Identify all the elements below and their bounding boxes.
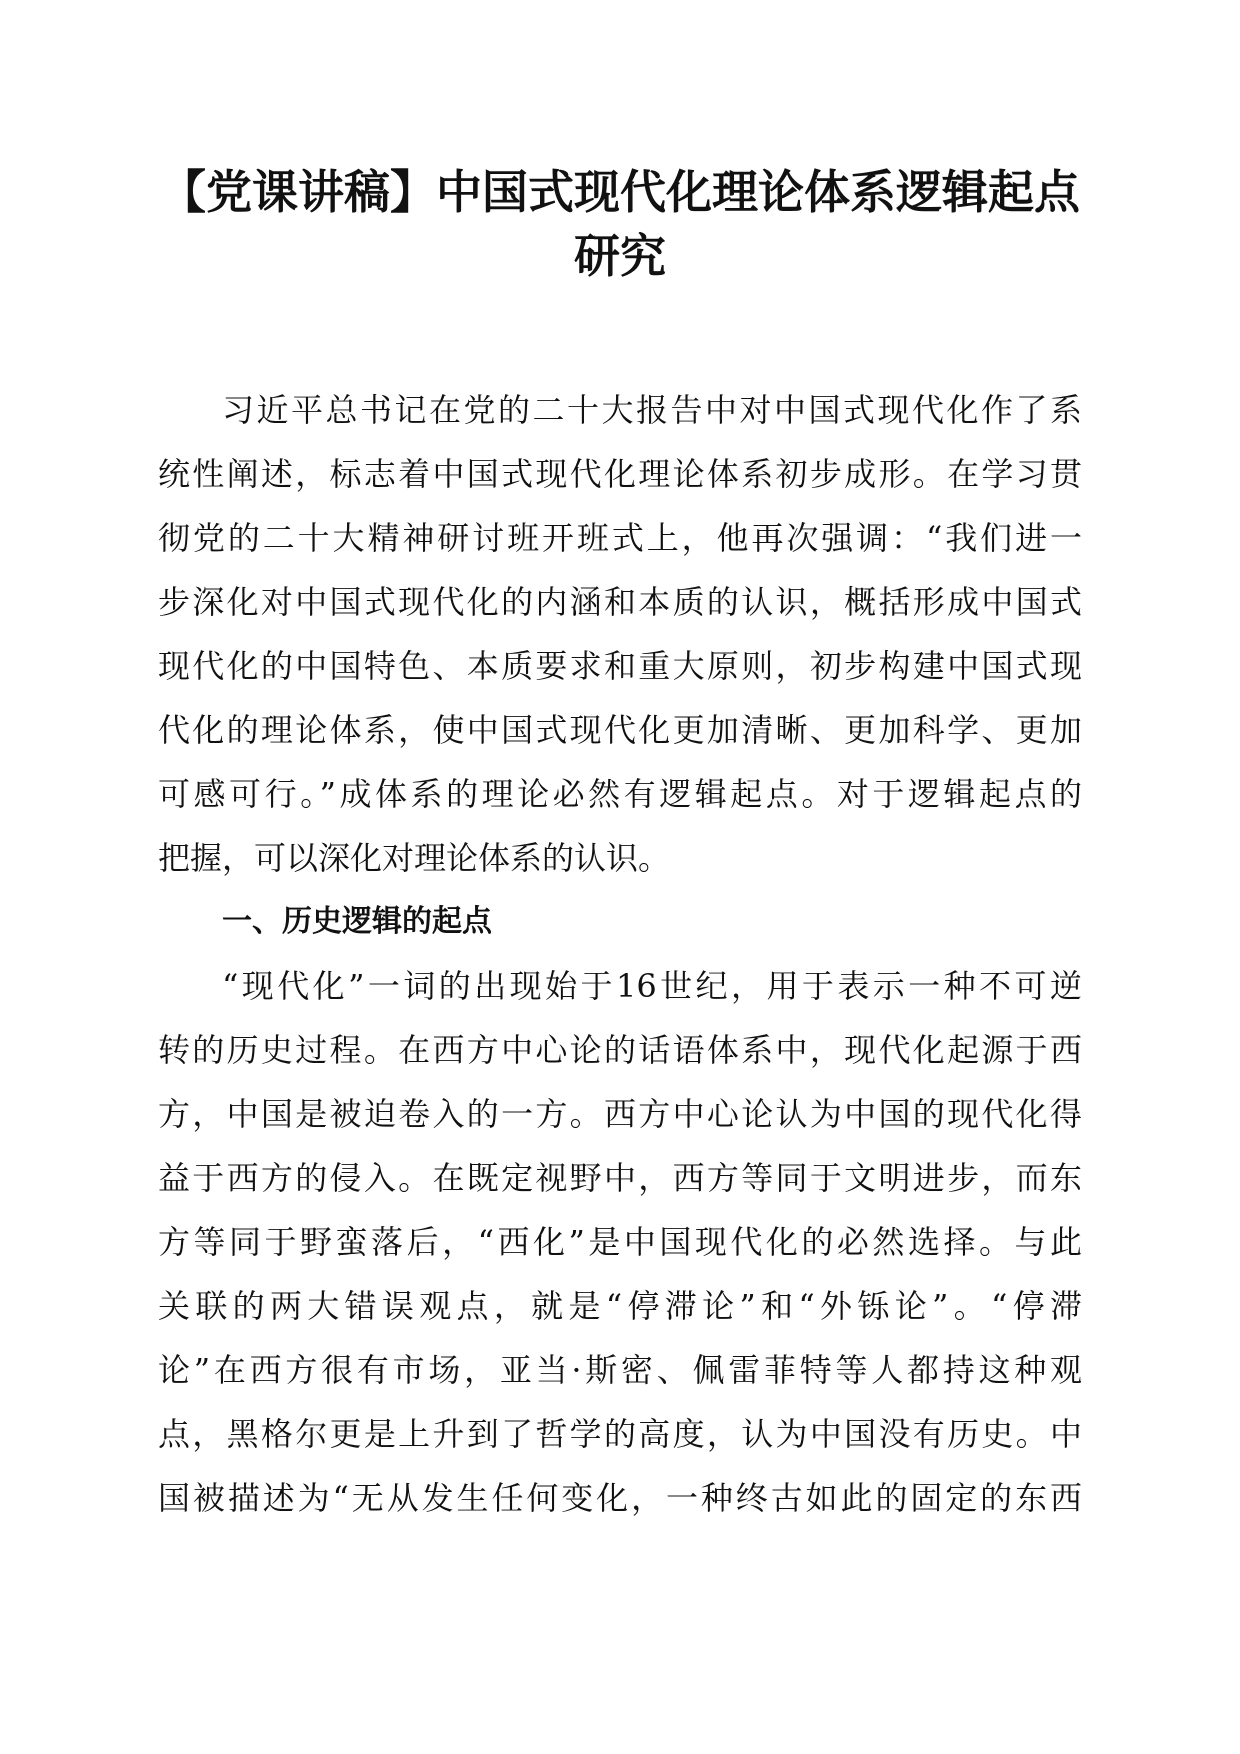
- paragraph-line: 国被描述为“无从发生任何变化，一种终古如此的固定的东西: [158, 1479, 1082, 1517]
- paragraph-line: 可感可行。”成体系的理论必然有逻辑起点。对于逻辑起点的: [158, 775, 1082, 813]
- paragraph-line: 把握，可以深化对理论体系的认识。: [158, 839, 671, 877]
- section-heading: 一、历史逻辑的起点: [222, 904, 492, 939]
- paragraph-2: [158, 954, 1082, 1530]
- paragraph-line: 彻党的二十大精神研讨班开班式上，他再次强调：“我们进一: [158, 519, 1082, 557]
- paragraph-line: 方，中国是被迫卷入的一方。西方中心论认为中国的现代化得: [158, 1095, 1082, 1133]
- title-line-2: 研究: [574, 229, 666, 283]
- paragraph-line: 现代化的中国特色、本质要求和重大原则，初步构建中国式现: [158, 647, 1082, 685]
- paragraph-line: 论”在西方很有市场，亚当·斯密、佩雷菲特等人都持这种观: [158, 1351, 1082, 1389]
- paragraph-line: 益于西方的侵入。在既定视野中，西方等同于文明进步，而东: [158, 1159, 1082, 1197]
- paragraph-line: 点，黑格尔更是上升到了哲学的高度，认为中国没有历史。中: [158, 1415, 1082, 1453]
- paragraph-line: 方等同于野蛮落后，“西化”是中国现代化的必然选择。与此: [158, 1223, 1082, 1261]
- paragraph-line: 步深化对中国式现代化的内涵和本质的认识，概括形成中国式: [158, 583, 1082, 621]
- document-title: [140, 160, 1100, 288]
- paragraph-1: [158, 378, 1082, 890]
- title-line-1: 【党课讲稿】中国式现代化理论体系逻辑起点: [160, 165, 1080, 219]
- paragraph-line: “现代化”一词的出现始于16世纪，用于表示一种不可逆: [222, 967, 1082, 1005]
- paragraph-line: 习近平总书记在党的二十大报告中对中国式现代化作了系: [222, 391, 1082, 429]
- paragraph-line: 代化的理论体系，使中国式现代化更加清晰、更加科学、更加: [158, 711, 1082, 749]
- paragraph-line: 关联的两大错误观点，就是“停滞论”和“外铄论”。“停滞: [158, 1287, 1082, 1325]
- paragraph-line: 转的历史过程。在西方中心论的话语体系中，现代化起源于西: [158, 1031, 1082, 1069]
- document-body: [158, 378, 1082, 1530]
- paragraph-line: 统性阐述，标志着中国式现代化理论体系初步成形。在学习贯: [158, 455, 1082, 493]
